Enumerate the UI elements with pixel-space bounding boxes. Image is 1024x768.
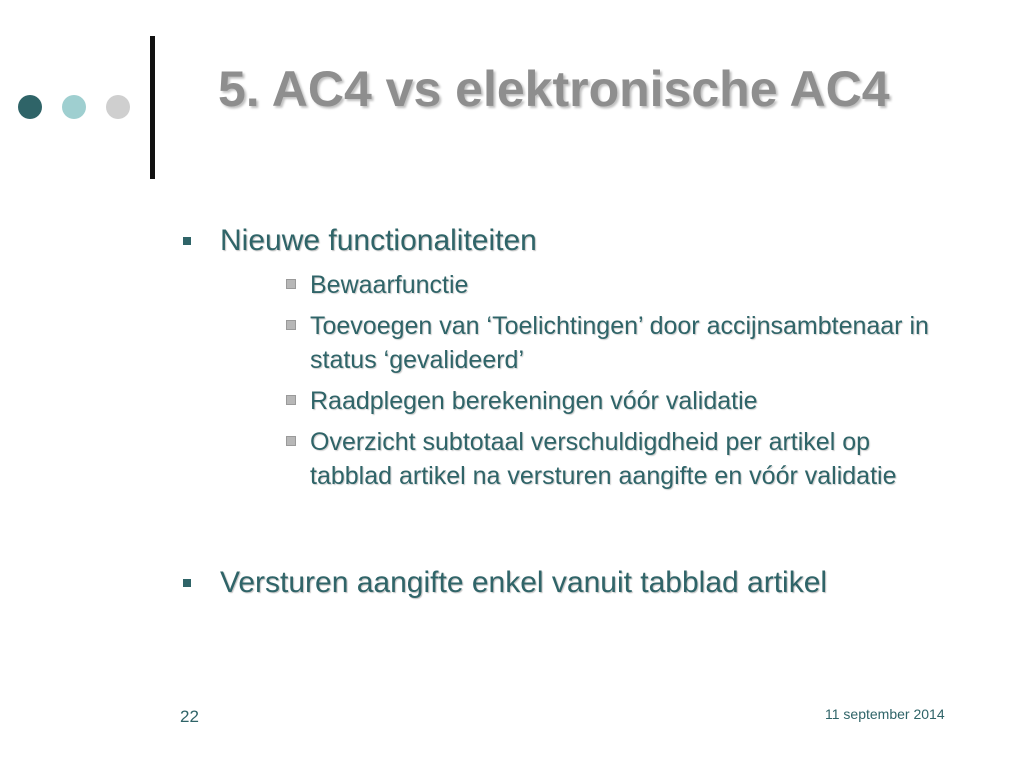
square-bullet-icon [183,237,191,245]
square-sub-bullet-icon [286,395,296,405]
footer-date: 11 september 2014 [825,706,945,722]
square-sub-bullet-icon [286,436,296,446]
square-bullet-icon [183,579,191,587]
slide-title: 5. AC4 vs elektronische AC4 [218,61,890,117]
slide-number: 22 [180,707,199,726]
sub-bullet-text: Overzicht subtotaal verschuldigdheid per artikel op tabblad artikel na versturen aangifte en vóór validatie [310,428,897,490]
square-sub-bullet-icon [286,320,296,330]
square-sub-bullet-icon [286,279,296,289]
bullet-text: Versturen aangifte enkel vanuit tabblad artikel [220,566,828,599]
sub-bullet-text: Bewaarfunctie [310,271,469,299]
bullet-text: Nieuwe functionaliteiten [220,224,537,257]
sub-bullet-text: Raadplegen berekeningen vóór validatie [310,387,758,415]
sub-bullet-text: Toevoegen van ‘Toelichtingen’ door accijnsambtenaar in status ‘gevalideerd’ [310,312,929,374]
